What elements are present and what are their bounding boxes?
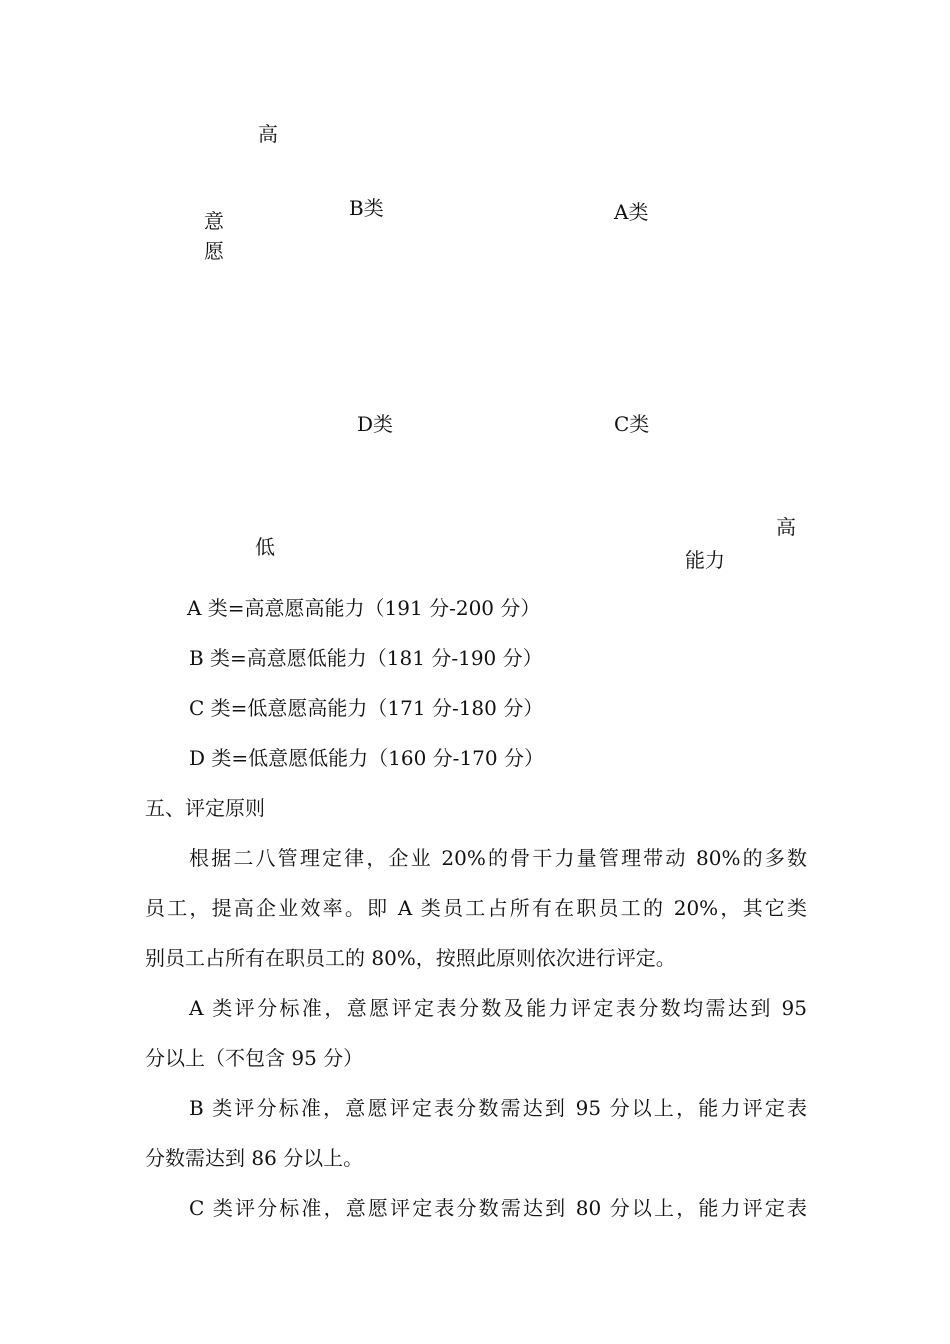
paragraph-line: 员工，提高企业效率。即 A 类员工占所有在职员工的 20%，其它类 (145, 896, 807, 920)
category-c-definition: C 类=低意愿高能力（171 分-180 分） (189, 696, 544, 720)
y-axis-high-label: 高 (258, 122, 278, 146)
quadrant-d-label: D类 (357, 412, 394, 436)
paragraph-line: 别员工占所有在职员工的 80%，按照此原则依次进行评定。 (145, 946, 676, 970)
category-b-definition: B 类=高意愿低能力（181 分-190 分） (189, 646, 543, 670)
y-axis-title-char: 意 (204, 209, 224, 233)
y-axis-low-label: 低 (255, 535, 275, 559)
paragraph-line: 分数需达到 86 分以上。 (145, 1146, 364, 1170)
quadrant-a-label: A类 (614, 200, 649, 224)
paragraph-line: 根据二八管理定律，企业 20%的骨干力量管理带动 80%的多数 (189, 846, 807, 870)
quadrant-c-label: C类 (614, 412, 650, 436)
x-axis-high-label: 高 (776, 515, 796, 539)
x-axis-title: 能力 (685, 548, 725, 572)
paragraph-line: A 类评分标准，意愿评定表分数及能力评定表分数均需达到 95 (189, 996, 807, 1020)
paragraph-a-standard (145, 996, 807, 1096)
paragraph-line: C 类评分标准，意愿评定表分数需达到 80 分以上，能力评定表 (189, 1196, 807, 1220)
paragraph-c-standard (145, 1196, 807, 1246)
y-axis-title (202, 206, 226, 266)
paragraph-b-standard (145, 1096, 807, 1196)
category-d-definition: D 类=低意愿低能力（160 分-170 分） (189, 746, 544, 770)
paragraph-pareto-principle (145, 846, 807, 996)
section-heading: 五、评定原则 (145, 796, 265, 820)
paragraph-line: 分以上（不包含 95 分） (145, 1046, 364, 1070)
category-a-definition: A 类=高意愿高能力（191 分-200 分） (187, 596, 541, 620)
quadrant-b-label: B类 (349, 196, 384, 220)
y-axis-title-char: 愿 (204, 239, 224, 263)
paragraph-line: B 类评分标准，意愿评定表分数需达到 95 分以上，能力评定表 (189, 1096, 807, 1120)
